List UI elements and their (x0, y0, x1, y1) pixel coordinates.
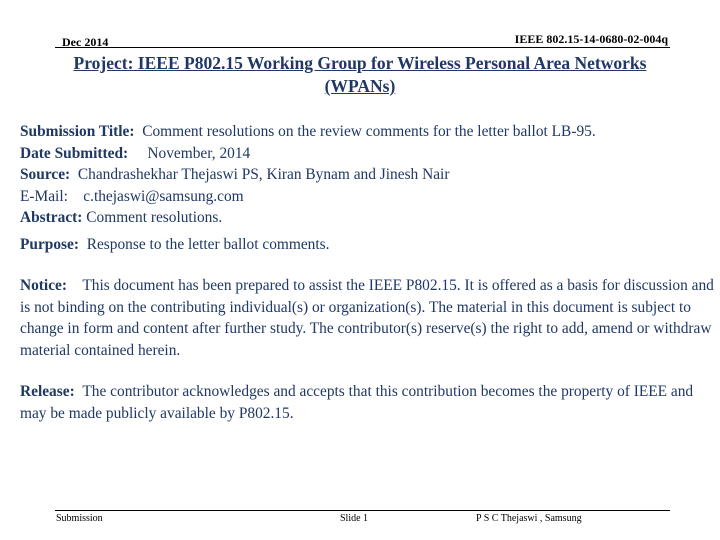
submission-title-value: Comment resolutions on the review comments for the letter ballot LB-95. (142, 123, 596, 140)
abstract-value: Comment resolutions. (86, 209, 223, 226)
release-text: The contributor acknowledges and accepts that this contribution becomes the property of IEEE and may be made publicly available by P802.15. (20, 383, 694, 422)
notice-paragraph (20, 275, 715, 361)
footer-slide-number: Slide 1 (340, 513, 369, 524)
submission-title-row (20, 121, 715, 143)
email-value[interactable]: c.thejaswi@samsung.com (83, 187, 244, 205)
email-row (20, 186, 715, 208)
header-date: Dec 2014 (62, 35, 109, 49)
project-title-line1: Project: IEEE P802.15 Working Group for Wireless Personal Area Networks (73, 53, 647, 73)
purpose-row (20, 234, 715, 256)
footer-divider (55, 510, 670, 511)
source-label: Source: (20, 166, 71, 183)
abstract-row (20, 207, 715, 229)
notice-text: This document has been prepared to assist the IEEE P802.15. It is offered as a basis for discussion and is not binding on the contributing individual(s) or organization(s). The material in this document is subject to change in form and content after further study. The contributor(s) reserve(s) the right to add, amend or withdraw material contained herein. (20, 277, 714, 359)
submission-title-label: Submission Title: (20, 123, 135, 140)
source-row (20, 164, 715, 186)
project-title (20, 52, 700, 98)
footer-author: P S C Thejaswi , Samsung (476, 513, 582, 524)
header-divider (55, 47, 670, 48)
project-title-line2: (WPANs) (324, 76, 396, 96)
source-value: Chandrashekhar Thejaswi PS, Kiran Bynam and Jinesh Nair (77, 166, 450, 183)
email-label: E-Mail: (20, 187, 68, 205)
date-submitted-label: Date Submitted: (20, 144, 129, 162)
purpose-label: Purpose: (20, 235, 79, 253)
date-submitted-value: November, 2014 (147, 144, 251, 162)
notice-label: Notice: (20, 277, 67, 294)
header-doc-number: IEEE 802.15-14-0680-02-004q (514, 32, 668, 46)
purpose-value: Response to the letter ballot comments. (86, 235, 330, 253)
date-submitted-row (20, 143, 715, 165)
abstract-label: Abstract: (20, 209, 83, 226)
release-paragraph (20, 381, 715, 424)
release-label: Release: (20, 383, 75, 400)
footer-submission: Submission (56, 513, 103, 524)
cover-body (20, 121, 715, 424)
